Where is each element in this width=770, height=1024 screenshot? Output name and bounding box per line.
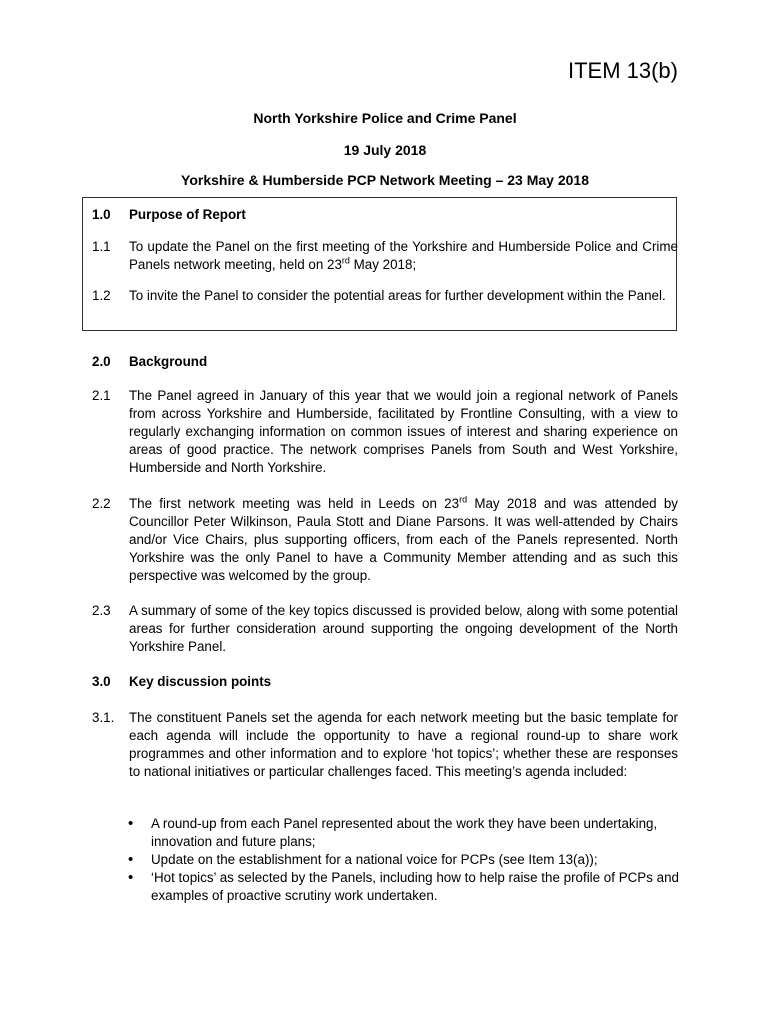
section-number: 2.0 <box>92 354 111 369</box>
paragraph-number: 1.2 <box>92 288 111 303</box>
paragraph-number: 2.2 <box>92 496 111 511</box>
document-subtitle: Yorkshire & Humberside PCP Network Meeting – 23 May 2018 <box>181 172 589 188</box>
section-number: 1.0 <box>92 207 111 222</box>
paragraph-text: To invite the Panel to consider the potential areas for further development within the Panel. <box>129 288 666 303</box>
text-part: May 2018; <box>349 257 417 272</box>
section-title: Key discussion points <box>129 674 272 689</box>
paragraph-text <box>129 495 678 585</box>
document-title: North Yorkshire Police and Crime Panel <box>253 110 517 126</box>
text-part: The first network meeting was held in Leeds on 23 <box>129 496 460 511</box>
paragraph-number: 2.3 <box>92 603 111 618</box>
paragraph-number: 1.1 <box>92 239 111 254</box>
document-date: 19 July 2018 <box>343 142 427 158</box>
section-title: Purpose of Report <box>129 207 246 222</box>
list-item: • Update on the establishment for a national voice for PCPs (see Item 13(a)); <box>128 851 688 869</box>
superscript: rd <box>341 255 350 266</box>
superscript: rd <box>459 494 468 505</box>
section-title: Background <box>129 354 208 369</box>
section-number: 3.0 <box>92 674 111 689</box>
paragraph-text: The Panel agreed in January of this year that we would join a regional network of Panels from across Yorkshire and Humberside, facilitated by Frontline Consulting, with a view to regularly exchanging information on common issues of interest and sharing experience on areas of good practice. The network comprises Panels from South and West Yorkshire, Humberside and North Yorkshire. <box>129 388 678 475</box>
text-part: May 2018 and was attended by Councillor Peter Wilkinson, Paula Stott and Diane Parsons. It was well-attended by Chairs and/or Vice Chairs, plus supporting officers, from each of the Panels represented. North Yorkshire was the only Panel to have a Community Member attending and as such this perspective was welcomed by the group. <box>129 496 678 583</box>
paragraph-number: 2.1 <box>92 388 111 403</box>
item-label: ITEM 13(b) <box>567 58 678 83</box>
paragraph-number: 3.1. <box>92 710 115 725</box>
agenda-bullet-list <box>128 815 688 905</box>
paragraph-text: A summary of some of the key topics discussed is provided below, along with some potential areas for further consideration around supporting the ongoing development of the North Yorkshire Panel. <box>129 603 678 654</box>
list-item: • A round-up from each Panel represented about the work they have been undertaking, innovation and future plans; <box>128 815 688 851</box>
paragraph-text: The constituent Panels set the agenda for each network meeting but the basic template for each agenda will include the opportunity to have a regional round-up to share work programmes and other information and to explore ‘hot topics’; whether these are responses to national initiatives or particular challenges faced. This meeting’s agenda included: <box>129 710 678 779</box>
text-part: To update the Panel on the first meeting of the Yorkshire and Humberside Police and Crime Panels network meeting, held on 23 <box>129 239 678 272</box>
list-item: • ‘Hot topics’ as selected by the Panels, including how to help raise the profile of PCPs and examples of proactive scrutiny work undertaken. <box>128 869 688 905</box>
paragraph-text <box>129 238 678 274</box>
